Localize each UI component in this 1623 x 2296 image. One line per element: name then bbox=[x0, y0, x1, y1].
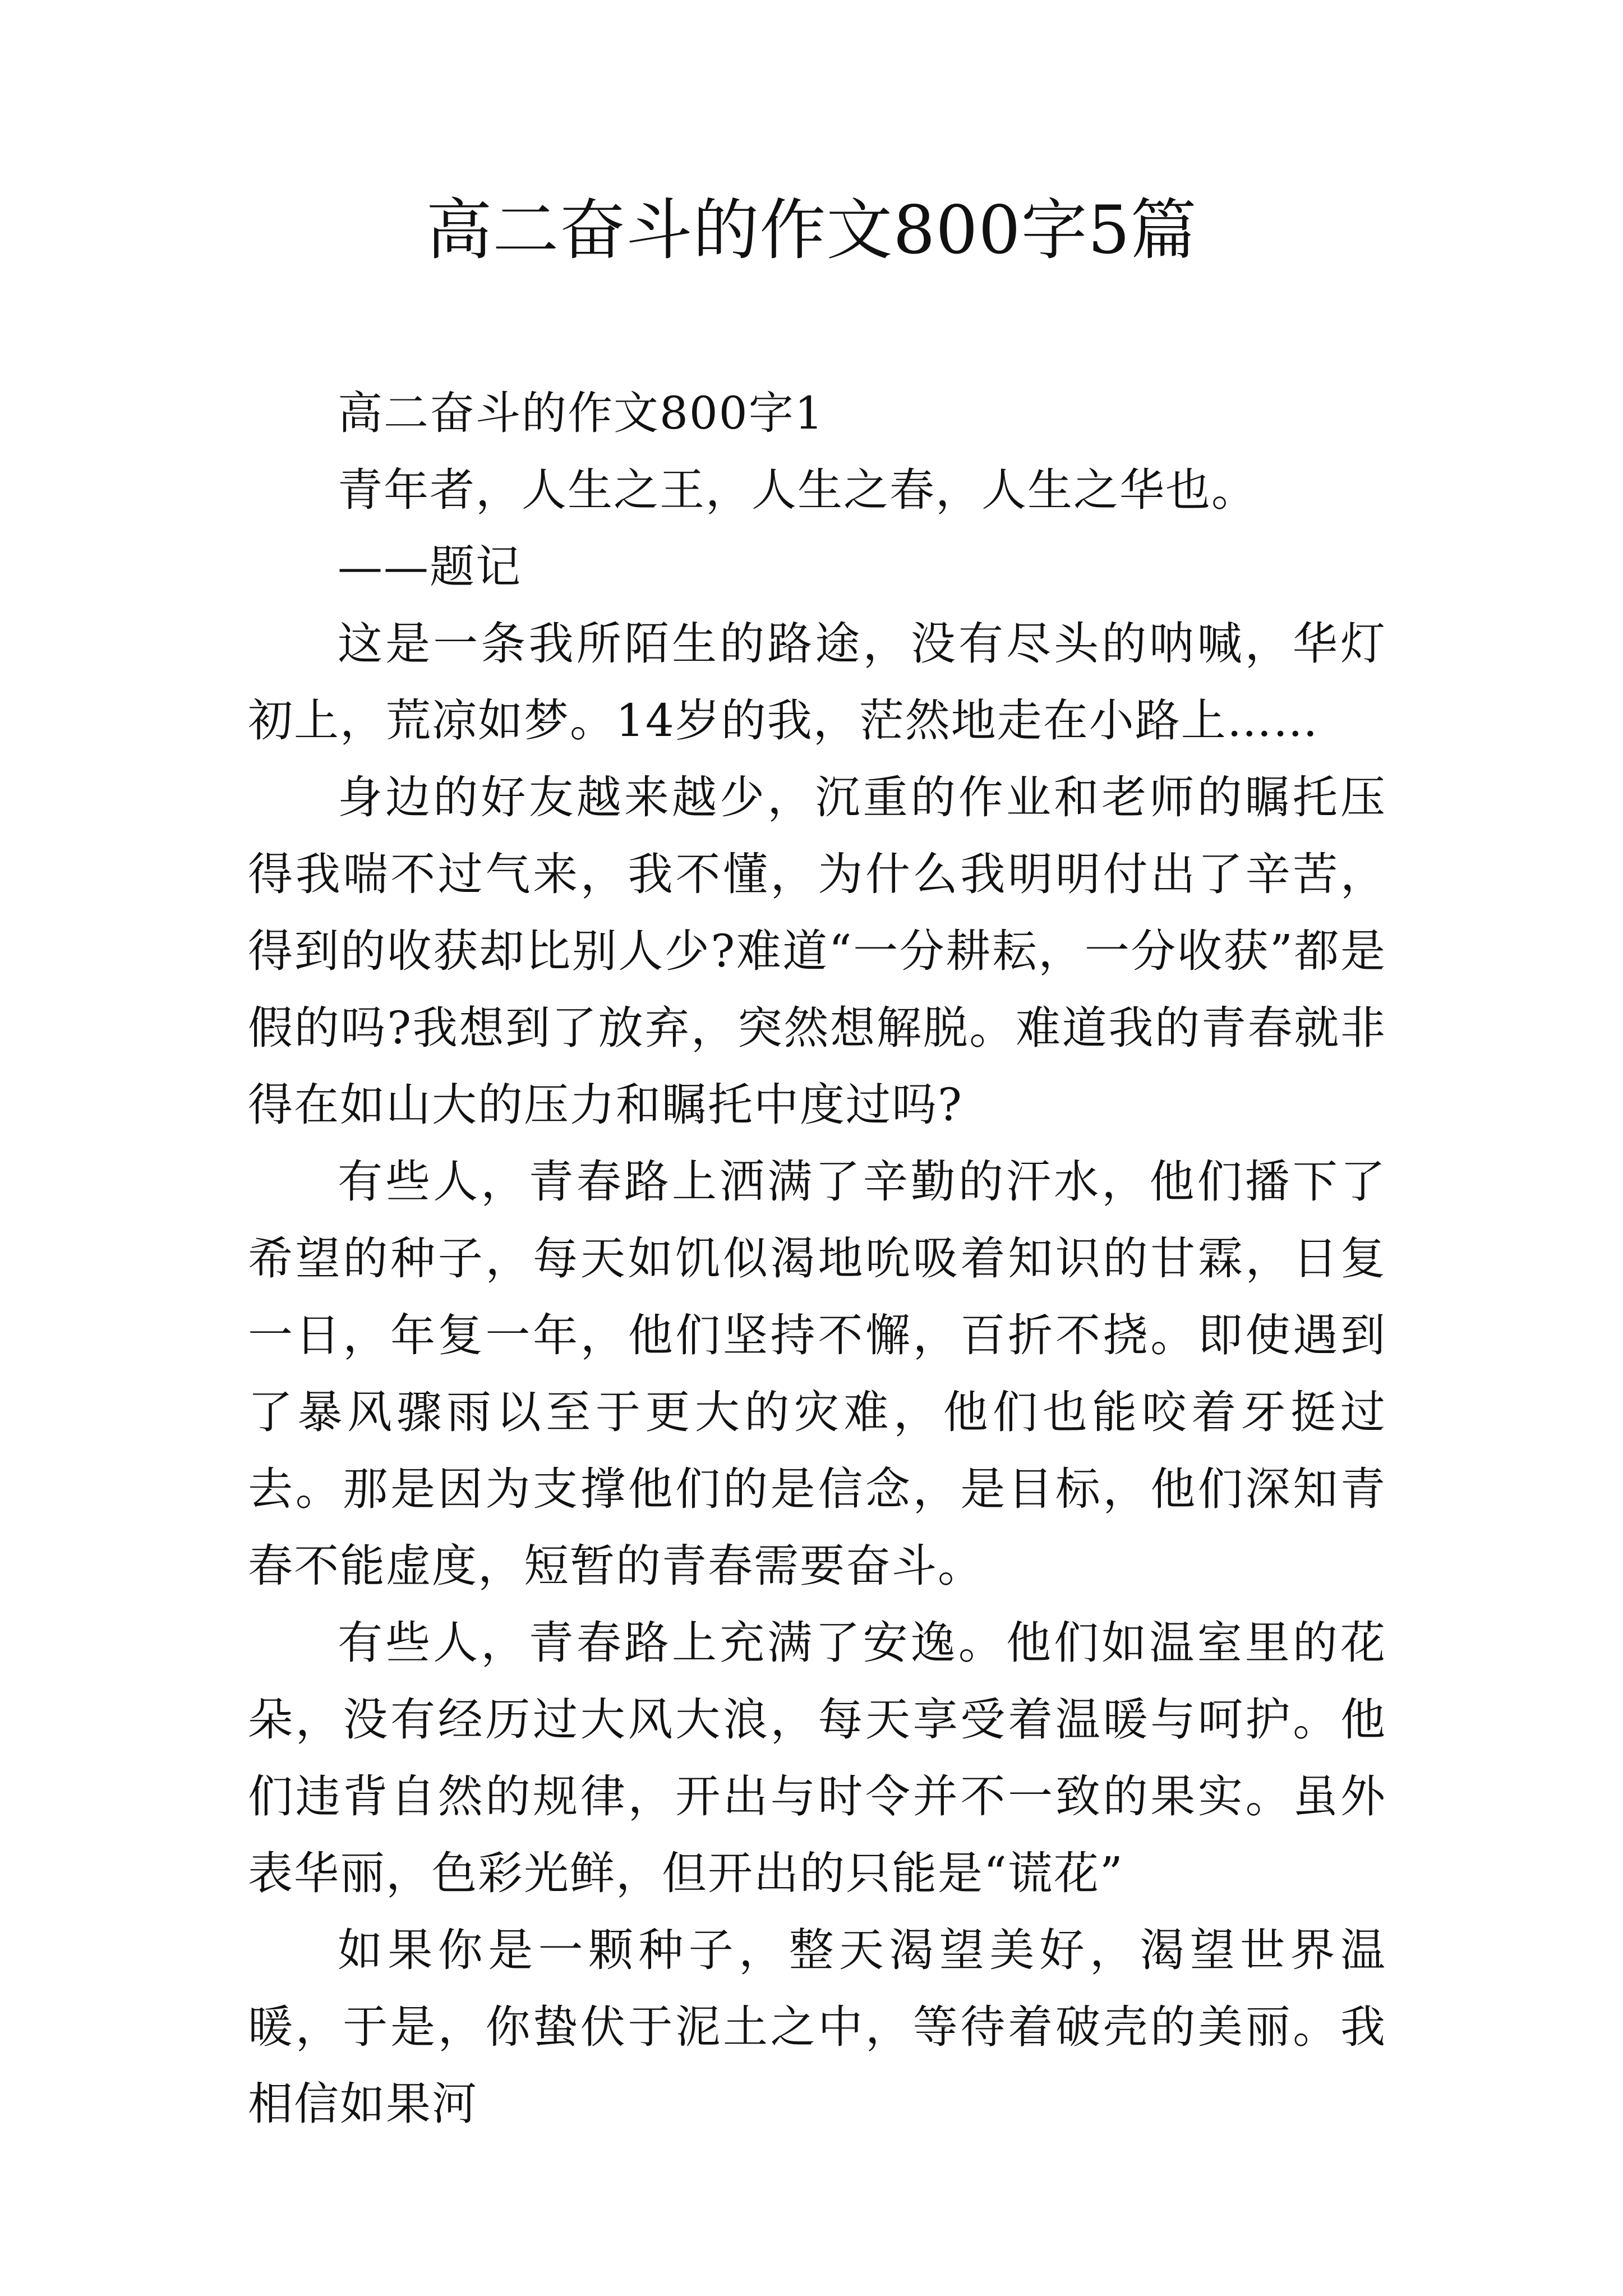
paragraph: 这是一条我所陌生的路途，没有尽头的呐喊，华灯初上，荒凉如梦。14岁的我，茫然地走在小路上…… bbox=[248, 618, 1386, 747]
paragraph: 身边的好友越来越少，沉重的作业和老师的瞩托压得我喘不过气来，我不懂，为什么我明明付出了辛苦，得到的收获却比别人少?难道“一分耕耘，一分收获”都是假的吗?我想到了放弃，突然想解脱。难道我的青春就非得在如山大的压力和瞩托中度过吗? bbox=[248, 771, 1386, 1131]
epigraph-attribution: ——题记 bbox=[338, 541, 522, 593]
paragraph: 如果你是一颗种子，整天渴望美好，渴望世界温暖，于是，你蛰伏于泥土之中，等待着破壳的美丽。我相信如果河 bbox=[248, 1924, 1386, 2130]
paragraph: 有些人，青春路上洒满了辛勤的汗水，他们播下了希望的种子，每天如饥似渴地吮吸着知识的甘霖，日复一日，年复一年，他们坚持不懈，百折不挠。即使遇到了暴风骤雨以至于更大的灾难，他们也能咬着牙挺过去。那是因为支撑他们的是信念，是目标，他们深知青春不能虚度，短暂的青春需要奋斗。 bbox=[248, 1156, 1386, 1592]
epigraph: 青年者，人生之王，人生之春，人生之华也。 bbox=[338, 464, 1257, 516]
paragraph: 有些人，青春路上充满了安逸。他们如温室里的花朵，没有经历过大风大浪，每天享受着温暖与呵护。他们违背自然的规律，开出与时令并不一致的果实。虽外表华丽，色彩光鲜，但开出的只能是“谎花” bbox=[248, 1617, 1386, 1899]
document-body bbox=[248, 375, 1386, 2142]
document-title: 高二奋斗的作文800字5篇 bbox=[426, 191, 1197, 269]
essay-heading: 高二奋斗的作文800字1 bbox=[338, 387, 824, 439]
